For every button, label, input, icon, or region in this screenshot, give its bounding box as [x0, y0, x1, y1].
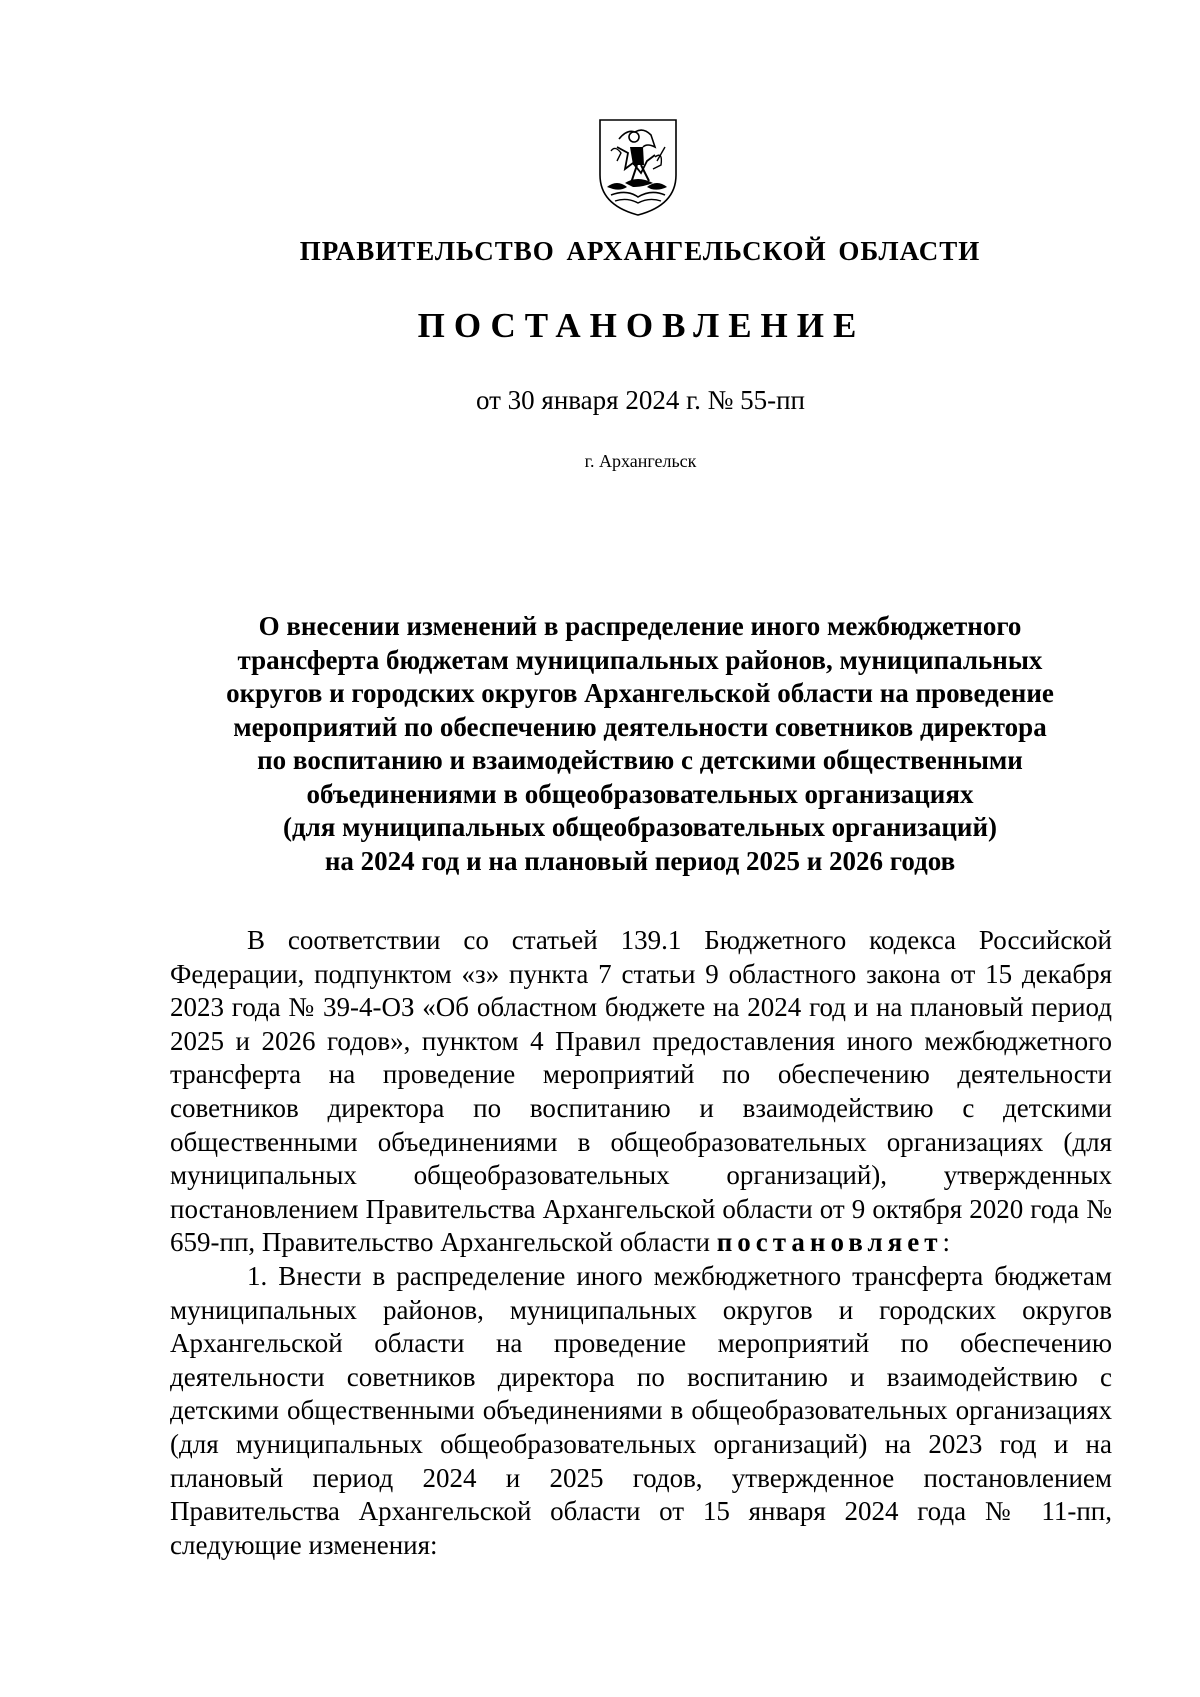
subject-line: О внесении изменений в распределение иного межбюджетного — [258, 611, 1022, 641]
item-1-paragraph: 1. Внести в распределение иного межбюджетного трансферта бюджетам муниципальных районов, муниципальных округов и городских округов Архангельской области на проведение мероприятий по обеспечению деятельности советников директора по воспитанию и взаимодействию с детскими общественными объединениями в общеобразовательных организациях (для муниципальных общеобразовательных организаций) на 2023 год и на плановый период 2024 и 2025 годов, утвержденное постановлением Правительства Архангельской области от 15 января 2024 года № 11-пп, следующие изменения: — [170, 1260, 1112, 1560]
document-date-number: от 30 января 2024 г. № 55-пп — [475, 385, 806, 415]
document-body — [170, 924, 1112, 1562]
subject-line: округов и городских округов Архангельской области на проведение — [226, 678, 1054, 708]
preamble-text: В соответствии со статьей 139.1 Бюджетного кодекса Российской Федерации, подпунктом «з» пункта 7 статьи 9 областного закона от 15 декабря 2023 года № 39-4-ОЗ «Об областном бюджете на 2024 год и на плановый период 2025 и 2026 годов», пунктом 4 Правил предоставления иного межбюджетного трансферта на проведение мероприятий по обеспечению деятельности советников директора по воспитанию и взаимодействию с детскими общественными объединениями в общеобразовательных организациях (для муниципальных общеобразовательных организаций), утвержденных постановлением Правительства Архангельской области от 9 октября 2020 года № 659-пп, Правительство Архангельской области — [170, 925, 1112, 1258]
arkhangelsk-coat-of-arms-icon — [597, 117, 679, 217]
subject-line: на 2024 год и на плановый период 2025 и 2026 годов — [324, 845, 956, 876]
document-city: г. Архангельск — [584, 451, 697, 471]
resolves-colon: : — [942, 1227, 951, 1258]
resolves-word: постановляет — [716, 1227, 943, 1258]
subject-line: трансферта бюджетам муниципальных районов, муниципальных — [237, 644, 1043, 675]
subject-line: мероприятий по обеспечению деятельности советников директора — [233, 711, 1047, 742]
subject-line: по воспитанию и взаимодействию с детскими общественными — [257, 745, 1023, 775]
preamble-paragraph — [170, 924, 1112, 1260]
government-title: ПРАВИТЕЛЬСТВО АРХАНГЕЛЬСКОЙ ОБЛАСТИ — [299, 236, 981, 266]
document-kind-title: ПОСТАНОВЛЕНИЕ — [417, 306, 866, 345]
subject-line: объединениями в общеобразовательных организациях — [306, 778, 974, 809]
subject-line: (для муниципальных общеобразовательных организаций) — [282, 812, 998, 842]
document-subject — [170, 610, 1110, 878]
